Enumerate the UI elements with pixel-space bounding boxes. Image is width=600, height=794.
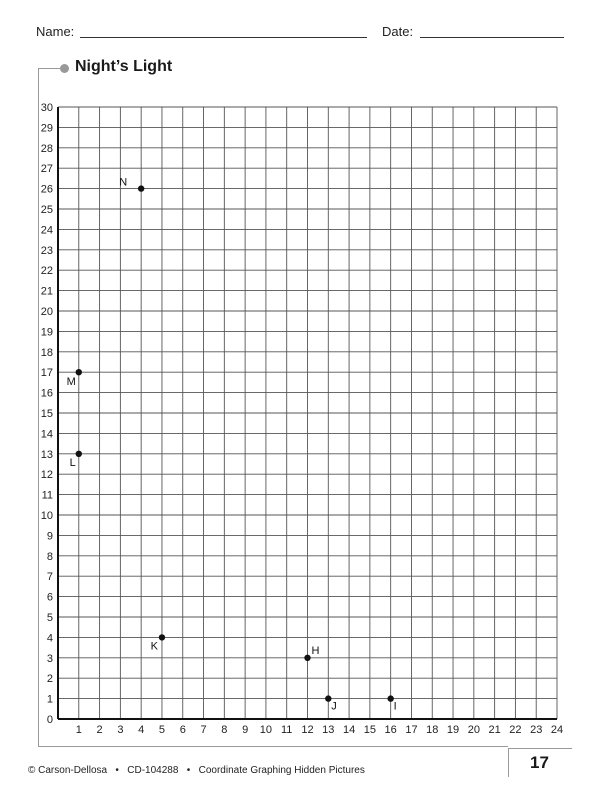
- y-tick-label: 30: [40, 102, 53, 114]
- x-tick-label: 15: [363, 724, 376, 736]
- x-tick-label: 5: [158, 724, 166, 736]
- product-code: CD-104288: [127, 765, 179, 776]
- x-tick-label: 24: [550, 724, 564, 736]
- y-tick-label: 23: [40, 244, 53, 257]
- y-tick-label: 4: [46, 632, 53, 645]
- x-tick-label: 23: [530, 724, 543, 736]
- x-tick-label: 12: [301, 724, 314, 736]
- separator: •: [115, 765, 119, 776]
- point-label: L: [69, 456, 76, 469]
- y-tick-label: 28: [40, 142, 53, 155]
- y-tick-label: 24: [40, 224, 53, 237]
- x-tick-label: 21: [488, 724, 501, 736]
- y-tick-label: 27: [40, 163, 53, 176]
- point-label: K: [150, 640, 158, 653]
- data-point: [138, 185, 144, 191]
- y-tick-label: 1: [46, 693, 53, 706]
- point-label: N: [119, 176, 128, 189]
- name-label: Name:: [36, 24, 75, 39]
- x-tick-label: 11: [280, 724, 293, 736]
- y-tick-label: 11: [41, 489, 53, 502]
- y-tick-label: 7: [46, 571, 53, 584]
- x-tick-label: 14: [342, 724, 356, 736]
- y-tick-label: 29: [40, 122, 53, 135]
- x-tick-label: 18: [426, 724, 439, 736]
- y-tick-label: 20: [40, 306, 53, 318]
- y-tick-label: 0: [46, 714, 53, 726]
- x-tick-label: 6: [179, 724, 186, 736]
- footer-credits: [28, 765, 365, 776]
- y-tick-label: 25: [40, 204, 53, 216]
- x-tick-label: 10: [259, 724, 273, 736]
- x-tick-label: 13: [322, 724, 335, 736]
- y-tick-label: 16: [40, 387, 53, 400]
- y-tick-label: 12: [40, 469, 53, 482]
- y-tick-label: 9: [46, 530, 53, 543]
- y-tick-label: 19: [40, 326, 53, 339]
- x-tick-label: 19: [446, 724, 460, 736]
- point-label: I: [393, 700, 397, 713]
- x-tick-label: 8: [221, 724, 228, 736]
- x-tick-label: 4: [138, 724, 145, 736]
- x-tick-label: 22: [509, 724, 522, 736]
- point-label: H: [311, 644, 320, 657]
- date-label: Date:: [382, 24, 414, 39]
- publisher-text: © Carson-Dellosa: [28, 765, 108, 776]
- y-tick-label: 22: [40, 265, 53, 278]
- y-tick-label: 21: [40, 285, 53, 298]
- y-tick-label: 5: [46, 612, 53, 624]
- y-tick-label: 17: [40, 367, 53, 380]
- y-tick-label: 3: [46, 652, 53, 665]
- x-tick-label: 2: [96, 724, 103, 736]
- separator: •: [186, 765, 191, 776]
- point-label: J: [331, 700, 337, 713]
- point-label: M: [66, 376, 76, 389]
- x-tick-label: 3: [117, 724, 124, 736]
- x-tick-label: 7: [200, 724, 207, 736]
- y-tick-label: 2: [46, 673, 53, 686]
- y-tick-label: 14: [40, 428, 53, 441]
- x-tick-label: 17: [405, 724, 418, 736]
- page-number: 17: [530, 753, 549, 772]
- data-point: [304, 655, 310, 661]
- y-tick-label: 18: [40, 346, 53, 359]
- data-point: [76, 451, 82, 457]
- y-tick-label: 26: [40, 183, 53, 196]
- x-tick-label: 9: [242, 724, 249, 736]
- x-tick-label: 20: [467, 724, 480, 736]
- y-tick-label: 13: [40, 448, 53, 461]
- y-tick-label: 10: [40, 510, 53, 522]
- x-tick-label: 16: [384, 724, 397, 736]
- data-point: [76, 369, 82, 375]
- y-tick-label: 15: [40, 408, 53, 420]
- y-tick-label: 8: [46, 550, 53, 563]
- x-tick-label: 1: [75, 724, 82, 736]
- page-title: Night’s Light: [75, 58, 173, 75]
- data-point: [159, 634, 165, 640]
- book-title: Coordinate Graphing Hidden Pictures: [198, 765, 365, 776]
- y-tick-label: 6: [46, 591, 53, 604]
